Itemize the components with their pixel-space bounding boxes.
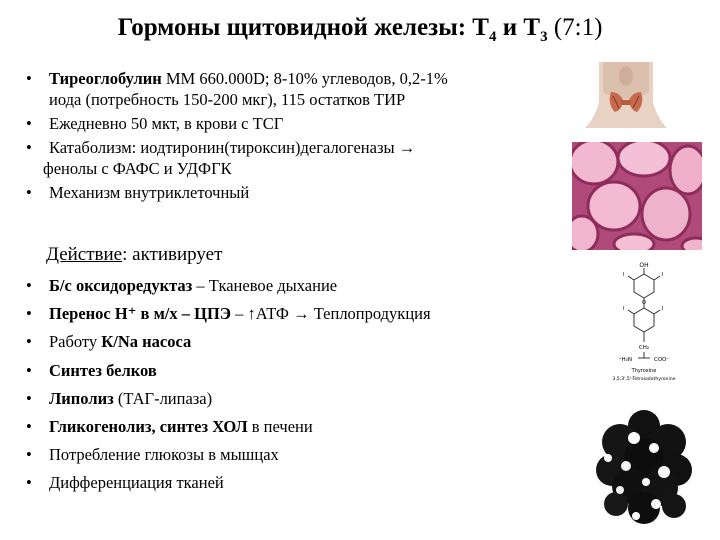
- bullet-proton-transfer: • Перенос Н⁺ в м/х – ЦПЭ – ↑АТФ → Теплопродукция: [26, 303, 586, 324]
- svg-text:O: O: [642, 300, 646, 306]
- coo-label: COO⁻: [654, 357, 670, 363]
- bullet-mechanism: • Механизм внутриклеточный: [26, 182, 586, 203]
- bullet-daily-dose: • Ежедневно 50 мкт, в крови с ТСГ: [26, 113, 586, 134]
- bullet-pump: • Работу К/Na насоса: [26, 331, 586, 352]
- bullet-glucose-uptake: • Потребление глюкозы в мышцах: [26, 444, 586, 465]
- bullet-glycogenolysis: • Гликогенолиз, синтез ХОЛ в печени: [26, 416, 586, 437]
- ch2-label: CH₂: [638, 345, 650, 351]
- thyroid-neck-image: [585, 62, 667, 128]
- bullet-lipolysis: • Липолиз (ТАГ-липаза): [26, 388, 586, 409]
- action-heading: Действие: активирует: [46, 244, 223, 265]
- thyroxine-structure-image: [592, 262, 696, 388]
- svg-text:I: I: [662, 306, 664, 312]
- molecule-name: Thyroxine: [631, 368, 657, 374]
- bullet-protein-synthesis: • Синтез белков: [26, 360, 586, 381]
- space-filling-model-image: [590, 408, 700, 526]
- thyroid-follicles-image: [572, 142, 702, 250]
- svg-text:I: I: [623, 272, 625, 278]
- top-bullet-list: [26, 68, 586, 206]
- nh3-label: ⁺H₃N: [618, 357, 632, 363]
- svg-text:I: I: [623, 306, 625, 312]
- bullet-differentiation: • Дифференциация тканей: [26, 472, 586, 493]
- bullet-oxidoreductase: • Б/с оксидоредуктаз – Тканевое дыхание: [26, 275, 586, 296]
- oh-label: OH: [639, 262, 649, 269]
- svg-text:I: I: [662, 272, 664, 278]
- bullet-catabolism: • Катаболизм: иодтиронин(тироксин)дегалогеназы → фенолы с ФАФС и УДФГК: [26, 137, 586, 179]
- bullet-thyroglobulin: • Тиреоглобулин ММ 660.000D; 8-10% углеводов, 0,2-1% иода (потребность 150-200 мкг), 115 остатков ТИР: [26, 68, 586, 110]
- molecule-iupac-name: 3,5,3',5'-Tetraiodothyronine: [612, 377, 676, 382]
- slide-title: Гормоны щитовидной железы: $Т_4$ и $Т_3$ (7:1): [117, 14, 603, 45]
- action-bullet-list: [26, 275, 586, 501]
